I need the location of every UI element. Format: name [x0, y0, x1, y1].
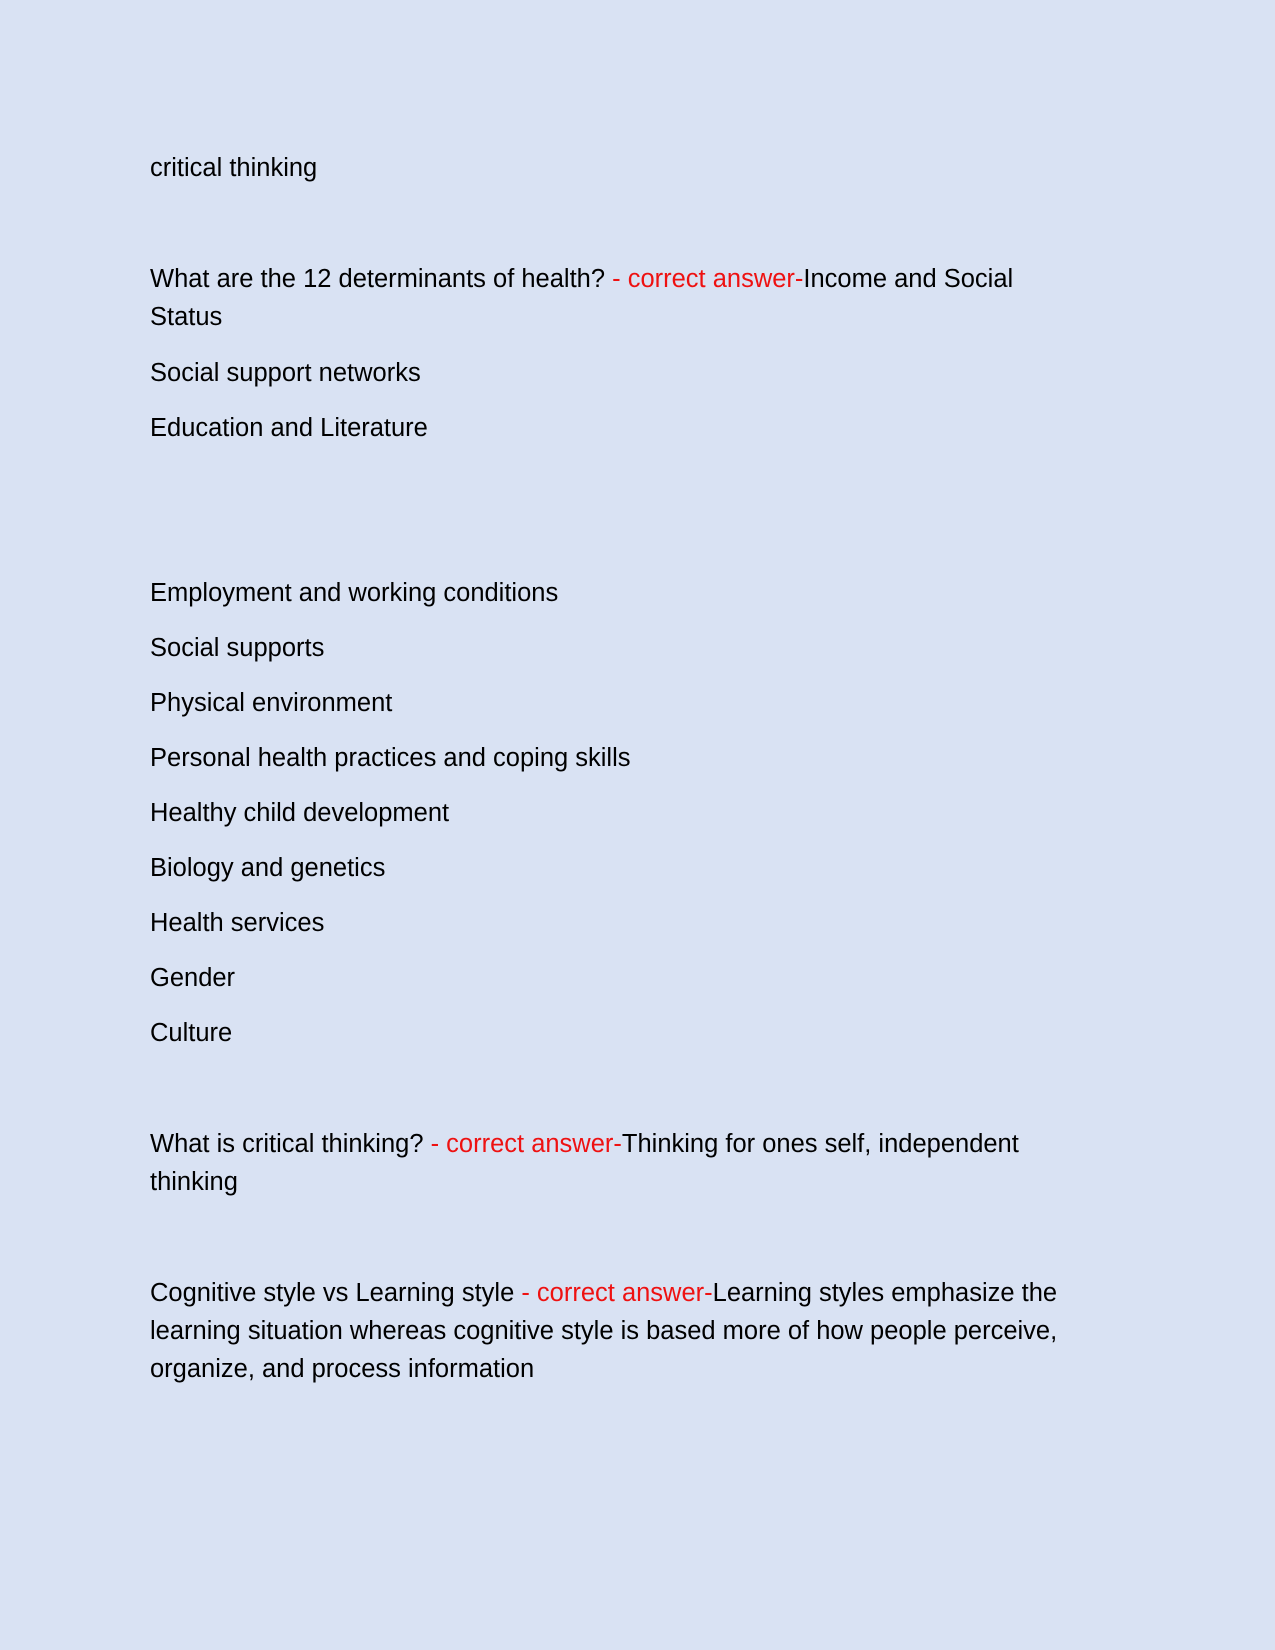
list-item: Education and Literature [150, 414, 428, 442]
list-item: Personal health practices and coping skills [150, 744, 631, 772]
correct-answer-marker: - correct answer- [423, 1130, 622, 1158]
question-text: What is critical thinking? [150, 1130, 424, 1158]
list-item: Biology and genetics [150, 854, 386, 882]
question-text: Cognitive style vs Learning style [150, 1279, 515, 1307]
qa-block-2 [150, 1125, 1090, 1201]
list-item: Physical environment [150, 689, 393, 717]
list-item: Employment and working conditions [150, 579, 559, 607]
qa-block-3 [150, 1274, 1130, 1388]
top-line: critical thinking [150, 154, 318, 182]
correct-answer-marker: - correct answer- [514, 1279, 713, 1307]
answer-text: Thinking for ones self, independent thinking [150, 1130, 1019, 1196]
answer-text: Learning styles emphasize the learning situation whereas cognitive style is based more of how people perceive, organize, and process information [150, 1279, 1058, 1383]
answer-text: Income and Social Status [150, 265, 1014, 331]
list-item: Social support networks [150, 359, 421, 387]
list-item: Social supports [150, 634, 325, 662]
question-text: What are the 12 determinants of health? [150, 265, 606, 293]
list-item: Healthy child development [150, 799, 450, 827]
list-item: Culture [150, 1019, 233, 1047]
list-item: Gender [150, 964, 236, 992]
qa-block-1 [150, 260, 1080, 336]
list-item: Health services [150, 909, 325, 937]
correct-answer-marker: - correct answer- [605, 265, 804, 293]
